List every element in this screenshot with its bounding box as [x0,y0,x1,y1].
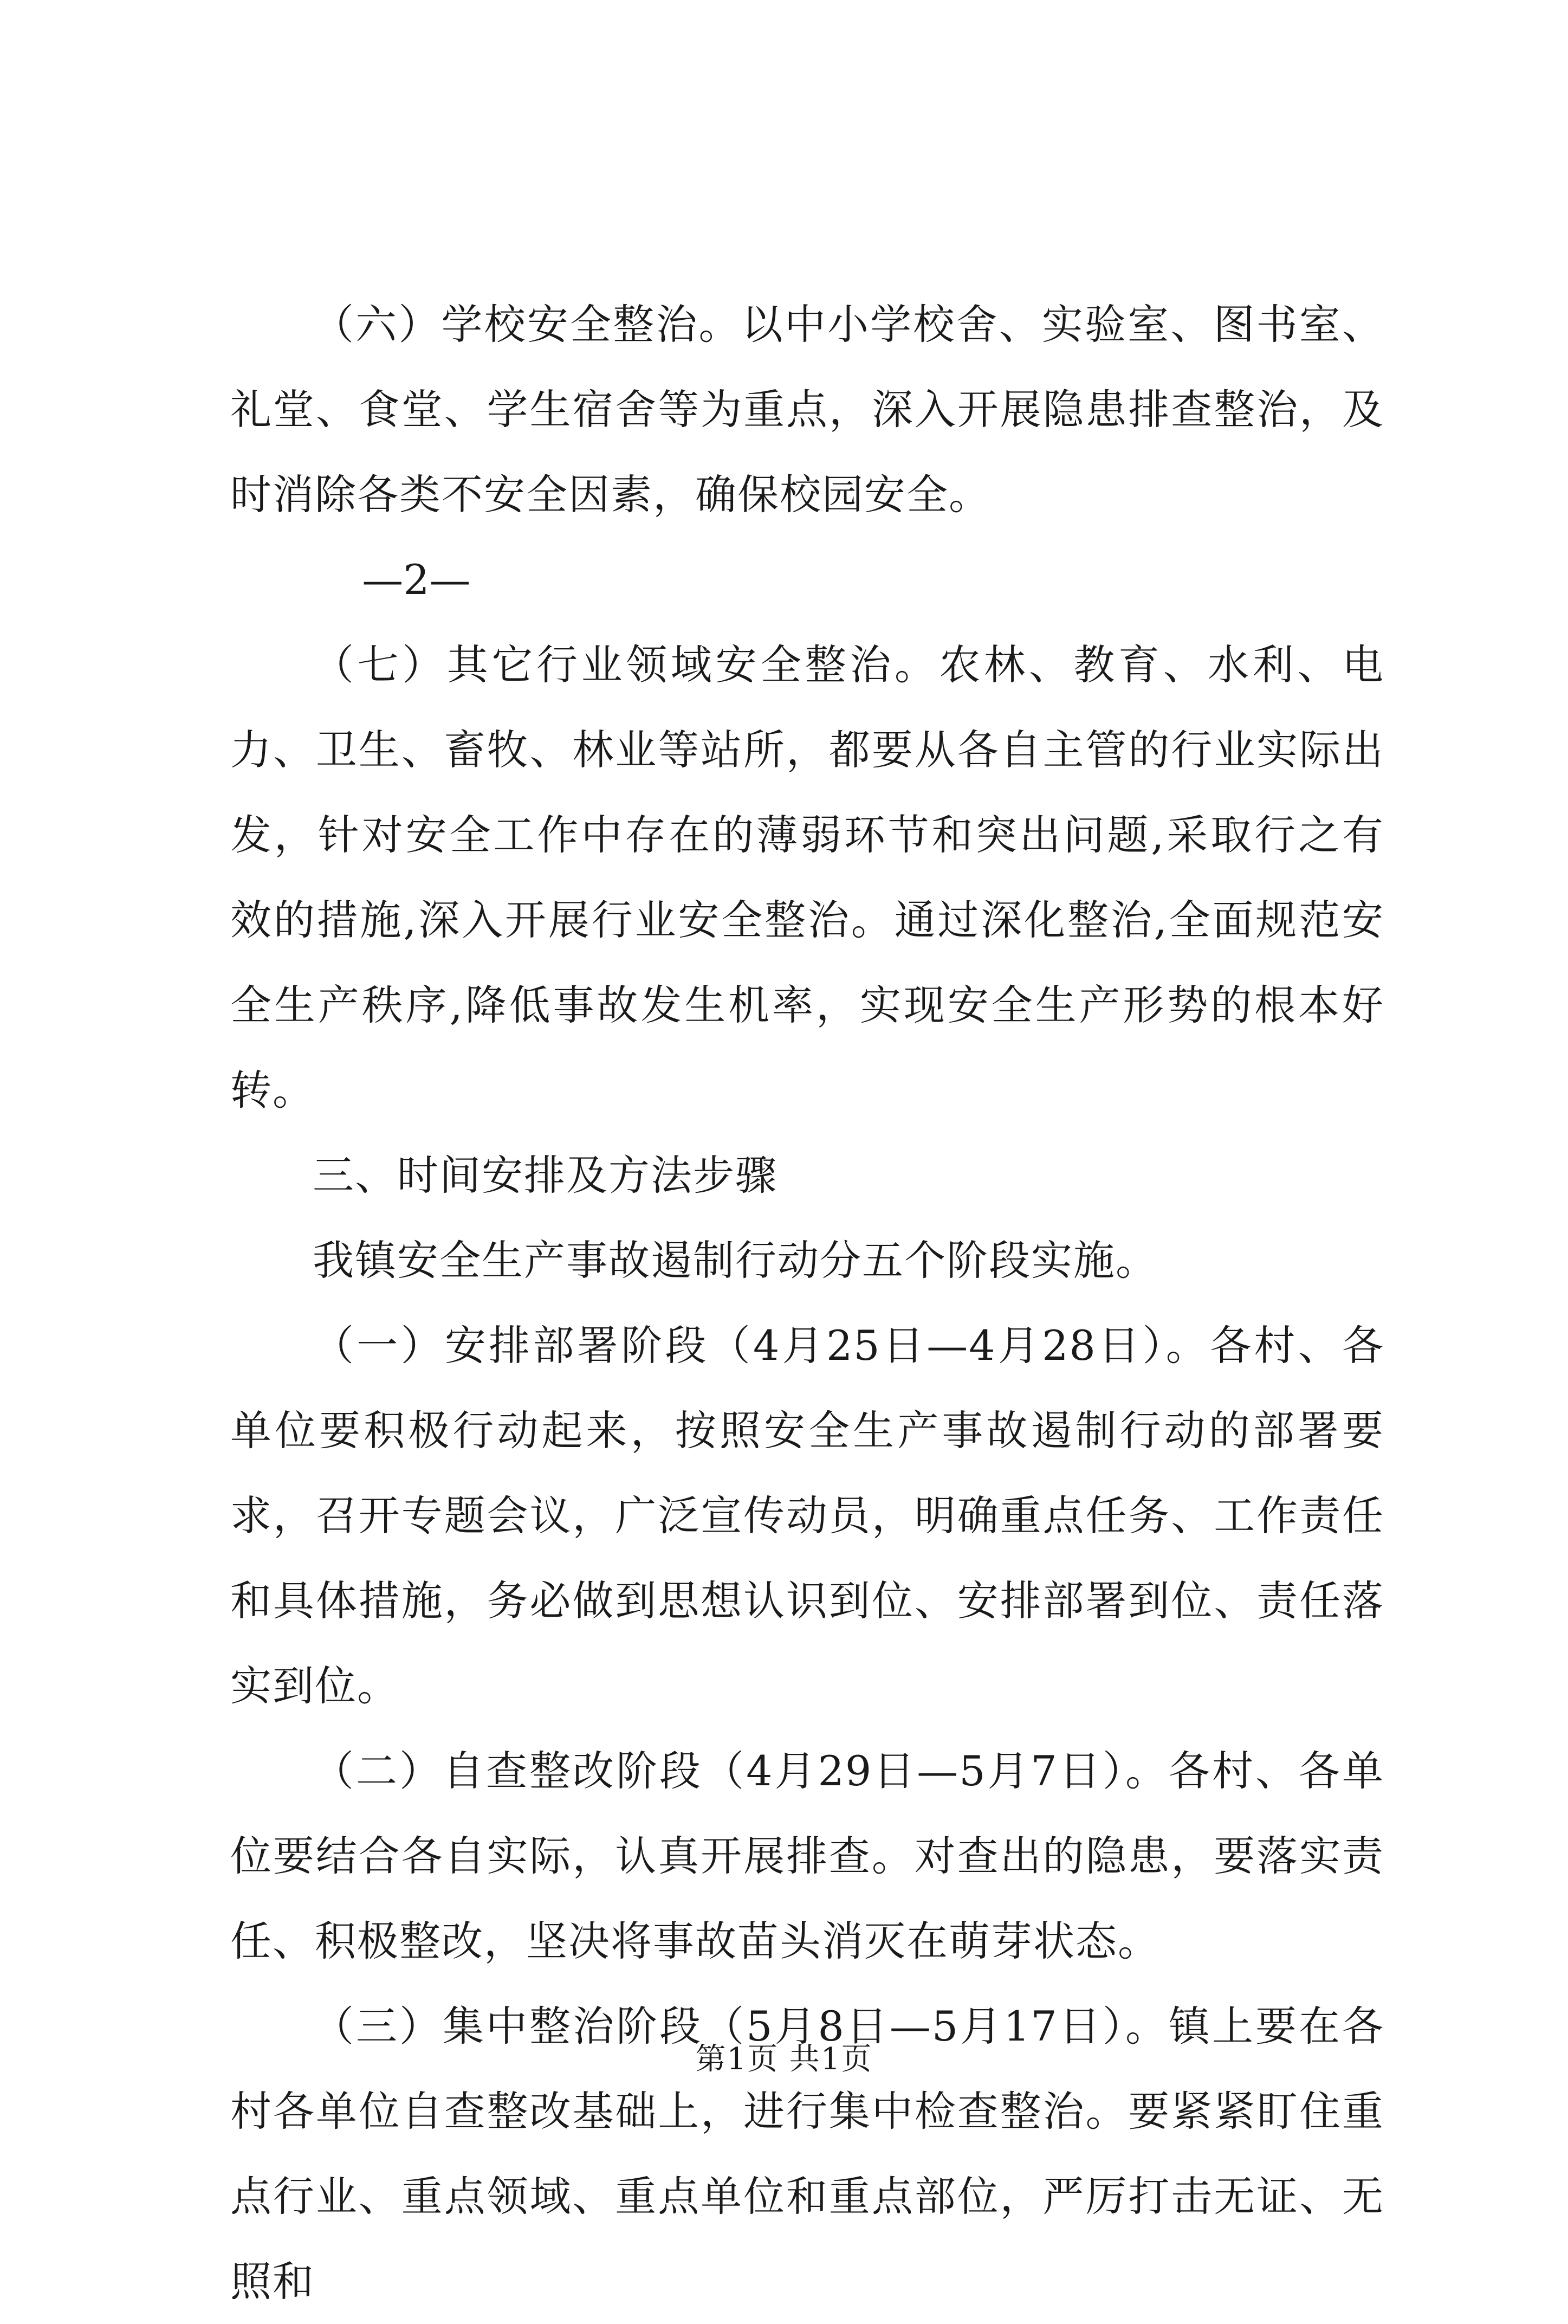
paragraph-five-stages: 我镇安全生产事故遏制行动分五个阶段实施。 [313,1236,1158,1284]
section-heading-schedule: 三、时间安排及方法步骤 [313,1151,777,1199]
document-body [230,282,1384,2324]
paragraph-other-industries: （七）其它行业领域安全整治。农林、教育、水利、电力、卫生、畜牧、林业等站所，都要从各自主管的行业实际出发，针对安全工作中存在的薄弱环节和突出问题,采取行之有效的措施,深入开展行业安全整治。通过深化整治,全面规范安全生产秩序,降低事故发生机率，实现安全生产形势的根本好转。 [230,641,1384,1114]
page-number-marker: —2— [362,556,471,604]
page-footer: 第1页 共1页 [695,2042,873,2077]
paragraph-school-safety: （六）学校安全整治。以中小学校舍、实验室、图书室、礼堂、食堂、学生宿舍等为重点，深入开展隐患排查整治，及时消除各类不安全因素，确保校园安全。 [230,300,1384,519]
paragraph-stage-three: （三）集中整治阶段（5月8日—5月17日）。镇上要在各村各单位自查整改基础上，进行集中检查整治。要紧紧盯住重点行业、重点领域、重点单位和重点部位，严厉打击无证、无照和 [230,2002,1384,2306]
paragraph-stage-two: （二）自查整改阶段（4月29日—5月7日）。各村、各单位要结合各自实际，认真开展排查。对查出的隐患，要落实责任、积极整改，坚决将事故苗头消灭在萌芽状态。 [230,1747,1384,1965]
paragraph-stage-one: （一）安排部署阶段（4月25日—4月28日）。各村、各单位要积极行动起来，按照安全生产事故遏制行动的部署要求，召开专题会议，广泛宣传动员，明确重点任务、工作责任和具体措施，务必做到思想认识到位、安排部署到位、责任落实到位。 [230,1321,1384,1710]
